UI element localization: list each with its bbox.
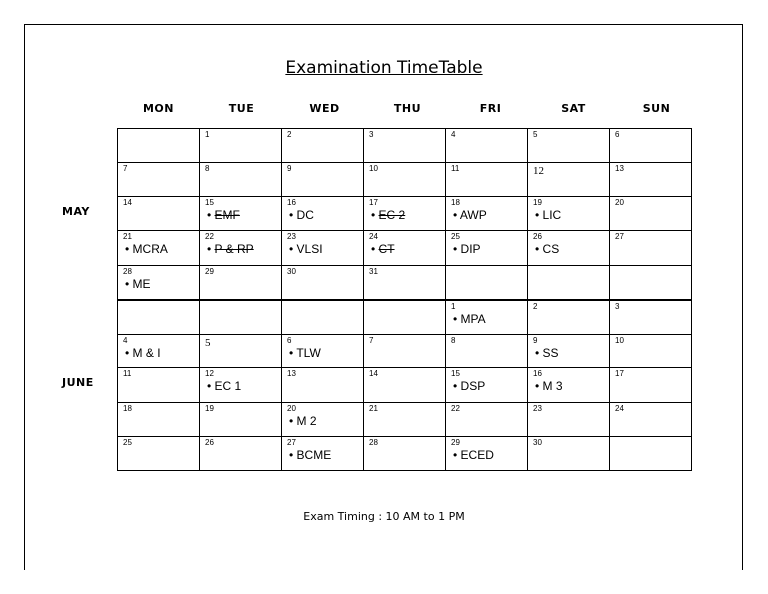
bullet-icon: • — [453, 311, 458, 326]
day-cell — [200, 437, 282, 471]
date-number: 12 — [533, 165, 544, 177]
date-number: 7 — [123, 164, 128, 173]
day-cell — [610, 368, 692, 403]
exam-entry — [125, 346, 199, 361]
day-cell — [282, 335, 364, 368]
date-number: 18 — [123, 404, 132, 413]
exam-subject: MPA — [460, 311, 486, 326]
date-number: 8 — [451, 336, 456, 345]
exam-subject: M 3 — [542, 379, 563, 393]
exam-subject: VLSI — [296, 242, 323, 256]
day-cell — [528, 335, 610, 368]
exam-entry — [453, 208, 527, 223]
month-label-june: JUNE — [62, 376, 94, 389]
day-cell — [364, 266, 446, 300]
date-number: 28 — [123, 267, 132, 276]
date-number: 5 — [205, 337, 211, 349]
day-cell — [610, 266, 692, 300]
date-number: 23 — [287, 232, 296, 241]
day-cell — [282, 197, 364, 231]
day-cell — [528, 300, 610, 335]
date-number: 23 — [533, 404, 542, 413]
date-number: 20 — [287, 404, 296, 413]
day-cell — [200, 300, 282, 335]
day-cell — [528, 403, 610, 437]
day-cell — [610, 163, 692, 197]
date-number: 19 — [533, 198, 542, 207]
date-number: 21 — [369, 404, 378, 413]
exam-subject: M & I — [132, 346, 161, 360]
day-cell — [446, 197, 528, 231]
date-number: 11 — [123, 369, 132, 378]
exam-entry — [453, 242, 527, 257]
date-number: 5 — [533, 130, 538, 139]
day-cell — [118, 403, 200, 437]
date-number: 27 — [287, 438, 296, 447]
day-cell — [282, 437, 364, 471]
bullet-icon: • — [207, 208, 212, 222]
week-row — [118, 231, 692, 266]
bullet-icon: • — [125, 346, 130, 360]
week-row — [118, 300, 692, 335]
exam-entry — [453, 312, 527, 327]
date-number: 24 — [615, 404, 624, 413]
day-cell — [528, 266, 610, 300]
day-cell — [200, 163, 282, 197]
day-cell — [200, 231, 282, 266]
date-number: 19 — [205, 404, 214, 413]
exam-entry — [535, 346, 609, 361]
day-cell — [282, 368, 364, 403]
exam-subject: P & RP — [214, 242, 254, 256]
date-number: 16 — [287, 198, 296, 207]
date-number: 29 — [205, 267, 214, 276]
day-cell — [364, 300, 446, 335]
week-row — [118, 437, 692, 471]
month-label-may: MAY — [62, 205, 90, 218]
bullet-icon: • — [289, 346, 294, 360]
date-number: 10 — [615, 336, 624, 345]
date-number: 14 — [123, 198, 132, 207]
date-number: 17 — [369, 198, 378, 207]
date-number: 22 — [205, 232, 214, 241]
exam-subject: MCRA — [132, 242, 168, 256]
date-number: 24 — [369, 232, 378, 241]
day-cell — [364, 368, 446, 403]
day-header-sun: SUN — [642, 102, 671, 115]
bullet-icon: • — [207, 242, 212, 256]
date-number: 8 — [205, 164, 210, 173]
exam-entry — [289, 414, 363, 429]
date-number: 21 — [123, 232, 132, 241]
date-number: 13 — [615, 164, 624, 173]
exam-entry — [289, 208, 363, 223]
bullet-icon: • — [453, 379, 458, 393]
day-cell — [528, 368, 610, 403]
exam-entry — [207, 379, 281, 394]
day-cell — [446, 266, 528, 300]
date-number: 1 — [451, 301, 456, 311]
date-number: 26 — [205, 438, 214, 447]
day-cell — [446, 368, 528, 403]
day-cell — [118, 197, 200, 231]
day-cell — [610, 335, 692, 368]
date-number: 30 — [287, 267, 296, 276]
exam-entry — [289, 448, 363, 463]
exam-entry — [535, 208, 609, 223]
timetable-grid — [117, 128, 692, 471]
exam-entry — [125, 277, 199, 292]
exam-subject: LIC — [542, 208, 562, 222]
date-number: 22 — [451, 404, 460, 413]
exam-entry — [289, 346, 363, 361]
date-number: 17 — [615, 369, 624, 378]
day-cell — [610, 437, 692, 471]
day-cell — [364, 197, 446, 231]
date-number: 30 — [533, 438, 542, 447]
day-cell — [528, 231, 610, 266]
date-number: 2 — [533, 301, 538, 311]
date-number: 25 — [451, 232, 460, 241]
day-cell — [282, 403, 364, 437]
day-cell — [364, 403, 446, 437]
day-cell — [446, 163, 528, 197]
day-cell — [200, 197, 282, 231]
day-cell — [282, 163, 364, 197]
exam-entry — [371, 242, 445, 257]
date-number: 6 — [615, 130, 620, 139]
exam-entry — [125, 242, 199, 257]
date-number: 10 — [369, 164, 378, 173]
bullet-icon: • — [371, 208, 376, 222]
week-row — [118, 266, 692, 300]
day-cell — [528, 437, 610, 471]
day-header-wed: WED — [309, 102, 340, 115]
date-number: 12 — [205, 369, 214, 378]
exam-entry — [207, 242, 281, 257]
day-cell — [200, 129, 282, 163]
week-row — [118, 163, 692, 197]
date-number: 15 — [451, 369, 460, 378]
exam-subject: ME — [132, 277, 151, 291]
day-cell — [610, 129, 692, 163]
day-cell — [528, 163, 610, 197]
day-cell — [200, 403, 282, 437]
date-number: 16 — [533, 369, 542, 378]
bullet-icon: • — [207, 379, 212, 393]
exam-entry — [371, 208, 445, 223]
day-cell — [118, 163, 200, 197]
day-cell — [364, 437, 446, 471]
bullet-icon: • — [289, 208, 294, 222]
date-number: 13 — [287, 369, 296, 378]
day-cell — [528, 197, 610, 231]
day-cell — [364, 231, 446, 266]
exam-subject: EMF — [214, 208, 240, 222]
day-cell — [282, 266, 364, 300]
day-cell — [118, 129, 200, 163]
date-number: 29 — [451, 438, 460, 447]
date-number: 9 — [287, 164, 292, 173]
day-cell — [364, 163, 446, 197]
day-header-sat: SAT — [561, 102, 586, 115]
day-cell — [446, 335, 528, 368]
bullet-icon: • — [289, 414, 294, 428]
exam-subject: CS — [542, 242, 560, 256]
day-cell — [200, 335, 282, 368]
date-number: 4 — [123, 336, 128, 345]
date-number: 15 — [205, 198, 214, 207]
exam-entry — [535, 379, 609, 394]
date-number: 6 — [287, 336, 292, 345]
date-number: 9 — [533, 336, 538, 345]
week-row — [118, 335, 692, 368]
week-row — [118, 368, 692, 403]
day-cell — [610, 197, 692, 231]
date-number: 18 — [451, 198, 460, 207]
bullet-icon: • — [453, 448, 458, 462]
date-number: 7 — [369, 336, 374, 345]
exam-subject: ECED — [460, 448, 494, 462]
day-cell — [200, 266, 282, 300]
day-cell — [364, 129, 446, 163]
date-number: 25 — [123, 438, 132, 447]
exam-subject: DIP — [460, 242, 481, 256]
week-row — [118, 403, 692, 437]
day-cell — [610, 231, 692, 266]
exam-entry — [453, 379, 527, 394]
bullet-icon: • — [125, 242, 130, 256]
day-header-mon: MON — [142, 102, 174, 115]
date-number: 3 — [615, 301, 620, 311]
bullet-icon: • — [289, 448, 294, 462]
bullet-icon: • — [453, 242, 458, 256]
bullet-icon: • — [453, 208, 458, 222]
day-cell — [610, 300, 692, 335]
bullet-icon: • — [371, 242, 376, 256]
day-cell — [118, 300, 200, 335]
page-title: Examination TimeTable — [285, 58, 483, 78]
exam-entry — [453, 448, 527, 463]
exam-entry — [535, 242, 609, 257]
bullet-icon: • — [535, 242, 540, 256]
bullet-icon: • — [535, 208, 540, 222]
exam-subject: AWP — [459, 208, 487, 222]
day-header-tue: TUE — [228, 102, 255, 115]
exam-subject: DC — [296, 208, 314, 222]
bullet-icon: • — [289, 242, 294, 256]
bullet-icon: • — [125, 277, 130, 291]
day-cell — [364, 335, 446, 368]
day-cell — [282, 300, 364, 335]
date-number: 27 — [615, 232, 624, 241]
day-cell — [118, 335, 200, 368]
date-number: 2 — [287, 130, 292, 139]
date-number: 4 — [451, 130, 456, 139]
bullet-icon: • — [535, 346, 540, 360]
exam-subject: SS — [542, 346, 559, 360]
date-number: 31 — [369, 267, 378, 276]
day-cell — [446, 403, 528, 437]
date-number: 3 — [369, 130, 374, 139]
day-cell — [118, 368, 200, 403]
exam-subject: BCME — [296, 448, 332, 462]
date-number: 11 — [451, 164, 460, 173]
exam-subject: DSP — [460, 379, 486, 393]
day-header-thu: THU — [393, 102, 422, 115]
day-cell — [118, 266, 200, 300]
day-cell — [282, 231, 364, 266]
week-row — [118, 129, 692, 163]
day-cell — [200, 368, 282, 403]
exam-subject: EC 1 — [214, 379, 242, 393]
day-cell — [118, 437, 200, 471]
date-number: 28 — [369, 438, 378, 447]
day-cell — [118, 231, 200, 266]
exam-subject: CT — [378, 242, 395, 256]
day-cell — [282, 129, 364, 163]
exam-entry — [289, 242, 363, 257]
day-cell — [446, 231, 528, 266]
date-number: 20 — [615, 198, 624, 207]
exam-entry — [207, 208, 281, 223]
day-cell — [446, 129, 528, 163]
exam-subject: M 2 — [296, 414, 317, 428]
date-number: 26 — [533, 232, 542, 241]
week-row — [118, 197, 692, 231]
exam-timing-note: Exam Timing : 10 AM to 1 PM — [303, 510, 465, 523]
day-cell — [446, 437, 528, 471]
date-number: 1 — [205, 130, 210, 139]
day-cell — [610, 403, 692, 437]
day-cell — [528, 129, 610, 163]
bullet-icon: • — [535, 379, 540, 393]
day-cell — [446, 300, 528, 335]
day-header-fri: FRI — [479, 102, 502, 115]
exam-subject: EC 2 — [378, 208, 406, 222]
date-number: 14 — [369, 369, 378, 378]
exam-subject: TLW — [296, 346, 321, 360]
